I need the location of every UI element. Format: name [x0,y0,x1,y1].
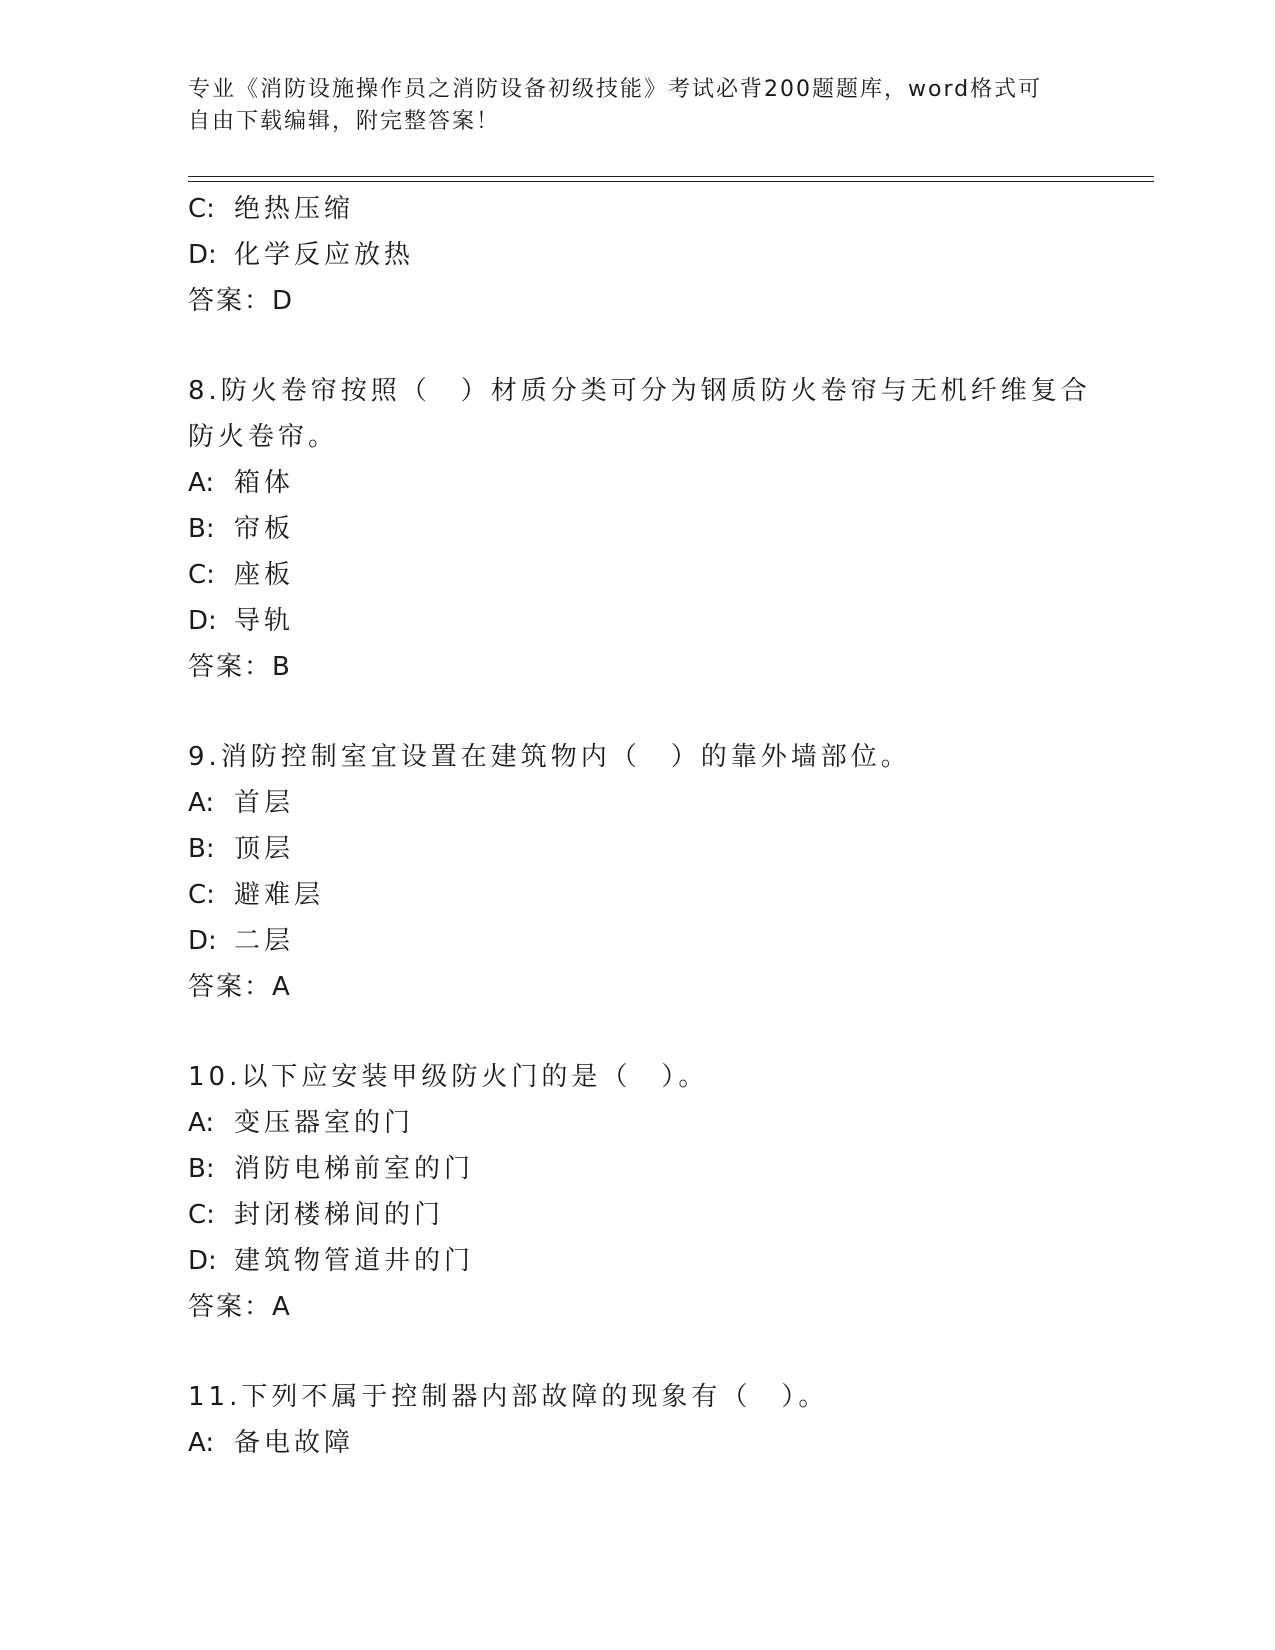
option-text: 帘板 [234,514,295,544]
option-key: A: [188,468,215,498]
option-key: D: [188,240,217,270]
option-d [188,232,1154,278]
answer: 答案：D [188,286,295,316]
option-key: B: [188,1154,215,1184]
header-rule-top [188,176,1154,177]
option-text: 备电故障 [234,1428,355,1458]
answer: 答案：B [188,652,292,682]
option-text: 导轨 [234,606,295,636]
question-7-continued [188,186,1154,324]
question-11 [188,1374,1154,1466]
option-key: A: [188,788,215,818]
option-d [188,918,1154,964]
option-key: C: [188,880,215,910]
spacer [188,690,1154,734]
answer: 答案：A [188,972,292,1002]
option-c [188,872,1154,918]
option-text: 箱体 [234,468,295,498]
option-key: A: [188,1108,215,1138]
option-text: 避难层 [234,880,325,910]
option-b [188,506,1154,552]
question-stem: 10.以下应安装甲级防火门的是（ ）。 [188,1062,709,1092]
option-key: A: [188,1428,215,1458]
option-key: B: [188,514,215,544]
option-b [188,1146,1154,1192]
option-key: B: [188,834,215,864]
spacer [188,324,1154,368]
spacer [188,1330,1154,1374]
page-header [188,74,1068,138]
option-d [188,1238,1154,1284]
option-text: 首层 [234,788,295,818]
question-stem-line-1: 8.防火卷帘按照（ ）材质分类可分为钢质防火卷帘与无机纤维复合 [188,376,1091,406]
header-title-line-1: 专业《消防设施操作员之消防设备初级技能》考试必背200题题库，word格式可 [188,77,1043,102]
question-list [188,186,1154,1466]
option-c [188,1192,1154,1238]
option-key: D: [188,1246,217,1276]
option-c [188,186,1154,232]
option-a [188,1100,1154,1146]
question-stem: 9.消防控制室宜设置在建筑物内（ ）的靠外墙部位。 [188,742,911,772]
option-key: C: [188,560,215,590]
question-8 [188,368,1154,690]
question-10 [188,1054,1154,1330]
option-text: 二层 [234,926,295,956]
option-text: 建筑物管道井的门 [234,1246,475,1276]
option-d [188,598,1154,644]
option-b [188,826,1154,872]
option-text: 绝热压缩 [234,194,355,224]
option-key: D: [188,606,217,636]
option-text: 座板 [234,560,295,590]
option-key: C: [188,1200,215,1230]
option-c [188,552,1154,598]
header-title-line-2: 自由下载编辑，附完整答案！ [188,109,501,134]
option-key: C: [188,194,215,224]
answer: 答案：A [188,1292,292,1322]
option-text: 顶层 [234,834,295,864]
question-stem-line-2: 防火卷帘。 [188,422,339,452]
option-a [188,460,1154,506]
option-text: 封闭楼梯间的门 [234,1200,445,1230]
option-key: D: [188,926,217,956]
header-rule-bottom [188,181,1154,182]
question-9 [188,734,1154,1010]
option-text: 变压器室的门 [234,1108,415,1138]
option-a [188,1420,1154,1466]
option-text: 消防电梯前室的门 [234,1154,475,1184]
spacer [188,1010,1154,1054]
question-stem: 11.下列不属于控制器内部故障的现象有（ ）。 [188,1382,829,1412]
option-a [188,780,1154,826]
option-text: 化学反应放热 [234,240,415,270]
